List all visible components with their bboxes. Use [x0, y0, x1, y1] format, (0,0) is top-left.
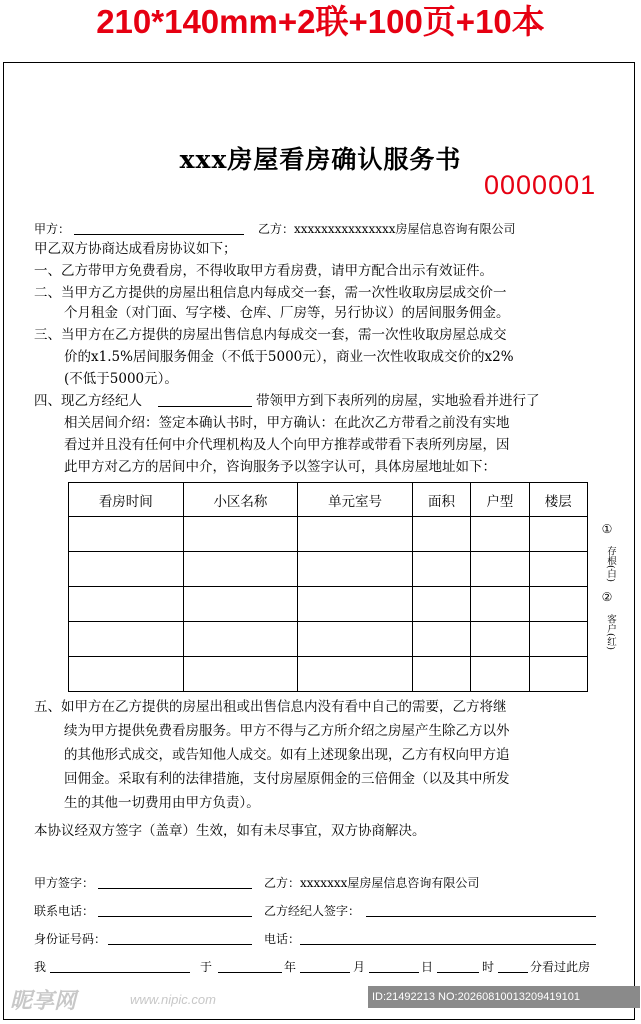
- table-cell[interactable]: [412, 587, 470, 622]
- party-b-company: 乙方：xxxxxxx屋房屋信息咨询有限公司: [264, 876, 480, 890]
- clause-4-line-1b: 带领甲方到下表所列的房屋，实地验看并进行了: [256, 393, 540, 409]
- table-cell[interactable]: [298, 657, 413, 692]
- table-cell[interactable]: [69, 517, 184, 552]
- clause-5-line-3: 的其他形式成交，或告知他人成交。如有上述现象出现，乙方有权向甲方追: [64, 747, 510, 763]
- spec-banner: 210*140mm+2联+100页+10本: [96, 3, 545, 40]
- id-number-label: 身份证号码：: [34, 932, 107, 946]
- col-header-view-time: 看房时间: [69, 483, 184, 517]
- table-cell[interactable]: [298, 587, 413, 622]
- intro-text: 甲乙双方协商达成看房协议如下；: [34, 241, 237, 257]
- party-a-sign-line[interactable]: [98, 876, 252, 889]
- table-row: [69, 587, 588, 622]
- table-row: [69, 657, 588, 692]
- phone-line[interactable]: [98, 904, 252, 917]
- copy-1-label: 存根(白): [605, 546, 616, 582]
- table-cell[interactable]: [412, 657, 470, 692]
- col-header-floor: 楼层: [529, 483, 587, 517]
- table-cell[interactable]: [529, 622, 587, 657]
- clause-3-line-2: 价的x1.5%居间服务佣金（不低于5000元），商业一次性收取成交价的x2%: [64, 349, 514, 365]
- party-b-text: 乙方：xxxxxxxxxxxxxxx房屋信息咨询有限公司: [258, 222, 516, 236]
- phone-label: 联系电话：: [34, 904, 95, 918]
- table-cell[interactable]: [183, 587, 298, 622]
- page-title: xxx房屋看房确认服务书: [179, 145, 462, 174]
- table-cell[interactable]: [183, 517, 298, 552]
- clause-2-line-2: 个月租金（对门面、写字楼、仓库、厂房等，另行协议）的居间服务佣金。: [64, 305, 510, 321]
- col-header-layout: 户型: [471, 483, 529, 517]
- viewing-yu: 于: [200, 960, 213, 974]
- table-cell[interactable]: [183, 552, 298, 587]
- agent-sign-line[interactable]: [366, 904, 596, 917]
- tel-label: 电话：: [264, 932, 301, 946]
- watermark-logo: 昵享网: [10, 988, 77, 1013]
- clause-4-line-4: 此甲方对乙方的居间中介，咨询服务予以签字认可，具体房屋地址如下：: [64, 459, 496, 475]
- clause-5-line-2: 续为甲方提供免费看房服务。甲方不得与乙方所介绍之房屋产生除乙方以外: [64, 723, 510, 739]
- table-cell[interactable]: [529, 517, 587, 552]
- party-a-label: 甲方：: [34, 222, 71, 236]
- table-header-row: [69, 483, 588, 517]
- table-cell[interactable]: [298, 622, 413, 657]
- table-cell[interactable]: [529, 552, 587, 587]
- clause-4-line-3: 看过并且没有任何中介代理机构及人个向甲方推荐或带看下表所列房屋，因: [64, 437, 510, 453]
- clause-5-line-5: 生的其他一切费用由甲方负责）。: [64, 795, 260, 811]
- clause-5-line-4: 回佣金。采取有利的法律措施，支付房屋原佣金的三倍佣金（以及其中所发: [64, 771, 510, 787]
- table-cell[interactable]: [471, 657, 529, 692]
- col-header-community: 小区名称: [183, 483, 298, 517]
- clause-4-line-2: 相关居间介绍：签定本确认书时，甲方确认：在此次乙方带看之前没有实地: [64, 415, 510, 431]
- table-cell[interactable]: [69, 552, 184, 587]
- agent-name-line[interactable]: [158, 394, 252, 407]
- day-line[interactable]: [369, 960, 419, 973]
- tel-line[interactable]: [300, 932, 596, 945]
- viewing-month: 月: [353, 960, 366, 974]
- serial-number: 0000001: [484, 170, 597, 200]
- table-cell[interactable]: [529, 587, 587, 622]
- table-row: [69, 552, 588, 587]
- party-a-line[interactable]: [74, 222, 244, 235]
- col-header-unit: 单元室号: [298, 483, 413, 517]
- clause-2-line-1: 二、当甲方乙方提供的房屋出租信息内每成交一套，需一次性收取房层成交价一: [34, 285, 507, 301]
- viewer-name-line[interactable]: [50, 960, 190, 973]
- table-cell[interactable]: [69, 657, 184, 692]
- closing-text: 本协议经双方签字（盖章）生效，如有未尽事宜，双方协商解决。: [34, 823, 426, 839]
- agent-sign-label: 乙方经纪人签字：: [264, 904, 361, 918]
- viewing-hour: 时: [482, 960, 495, 974]
- table-cell[interactable]: [69, 622, 184, 657]
- hour-line[interactable]: [437, 960, 479, 973]
- viewing-year: 年: [284, 960, 297, 974]
- table-row: [69, 517, 588, 552]
- table-cell[interactable]: [412, 622, 470, 657]
- property-table: [68, 482, 588, 692]
- viewing-tail: 分看过此房: [530, 960, 591, 974]
- viewing-day: 日: [421, 960, 434, 974]
- table-cell[interactable]: [298, 517, 413, 552]
- watermark-url: www.nipic.com: [130, 992, 216, 1007]
- party-a-sign-label: 甲方签字：: [34, 876, 95, 890]
- year-line[interactable]: [218, 960, 282, 973]
- table-cell[interactable]: [183, 657, 298, 692]
- table-cell[interactable]: [183, 622, 298, 657]
- viewing-me: 我: [34, 960, 47, 974]
- clause-4-line-1a: 四、现乙方经纪人: [34, 393, 142, 409]
- table-cell[interactable]: [529, 657, 587, 692]
- clause-1: 一、乙方带甲方免费看房，不得收取甲方看房费，请甲方配合出示有效证件。: [34, 263, 493, 279]
- table-cell[interactable]: [471, 587, 529, 622]
- table-cell[interactable]: [471, 517, 529, 552]
- table-cell[interactable]: [471, 622, 529, 657]
- image-id-bar: ID:21492213 NO:20260810013209419101: [368, 986, 640, 1008]
- copy-2-label: 客户(红): [605, 614, 616, 650]
- id-number-line[interactable]: [108, 932, 252, 945]
- col-header-area: 面积: [412, 483, 470, 517]
- month-line[interactable]: [300, 960, 350, 973]
- clause-3-line-3: (不低于5000元）。: [64, 371, 178, 387]
- table-cell[interactable]: [412, 552, 470, 587]
- minute-line[interactable]: [498, 960, 528, 973]
- copy-1-number: ①: [601, 522, 613, 536]
- table-row: [69, 622, 588, 657]
- table-cell[interactable]: [69, 587, 184, 622]
- table-cell[interactable]: [471, 552, 529, 587]
- table-cell[interactable]: [412, 517, 470, 552]
- clause-5-line-1: 五、如甲方在乙方提供的房屋出租或出售信息内没有看中自己的需要，乙方将继: [34, 699, 507, 715]
- table-cell[interactable]: [298, 552, 413, 587]
- clause-3-line-1: 三、当甲方在乙方提供的房屋出售信息内每成交一套，需一次性收取房屋总成交: [34, 327, 507, 343]
- copy-2-number: ②: [601, 590, 613, 604]
